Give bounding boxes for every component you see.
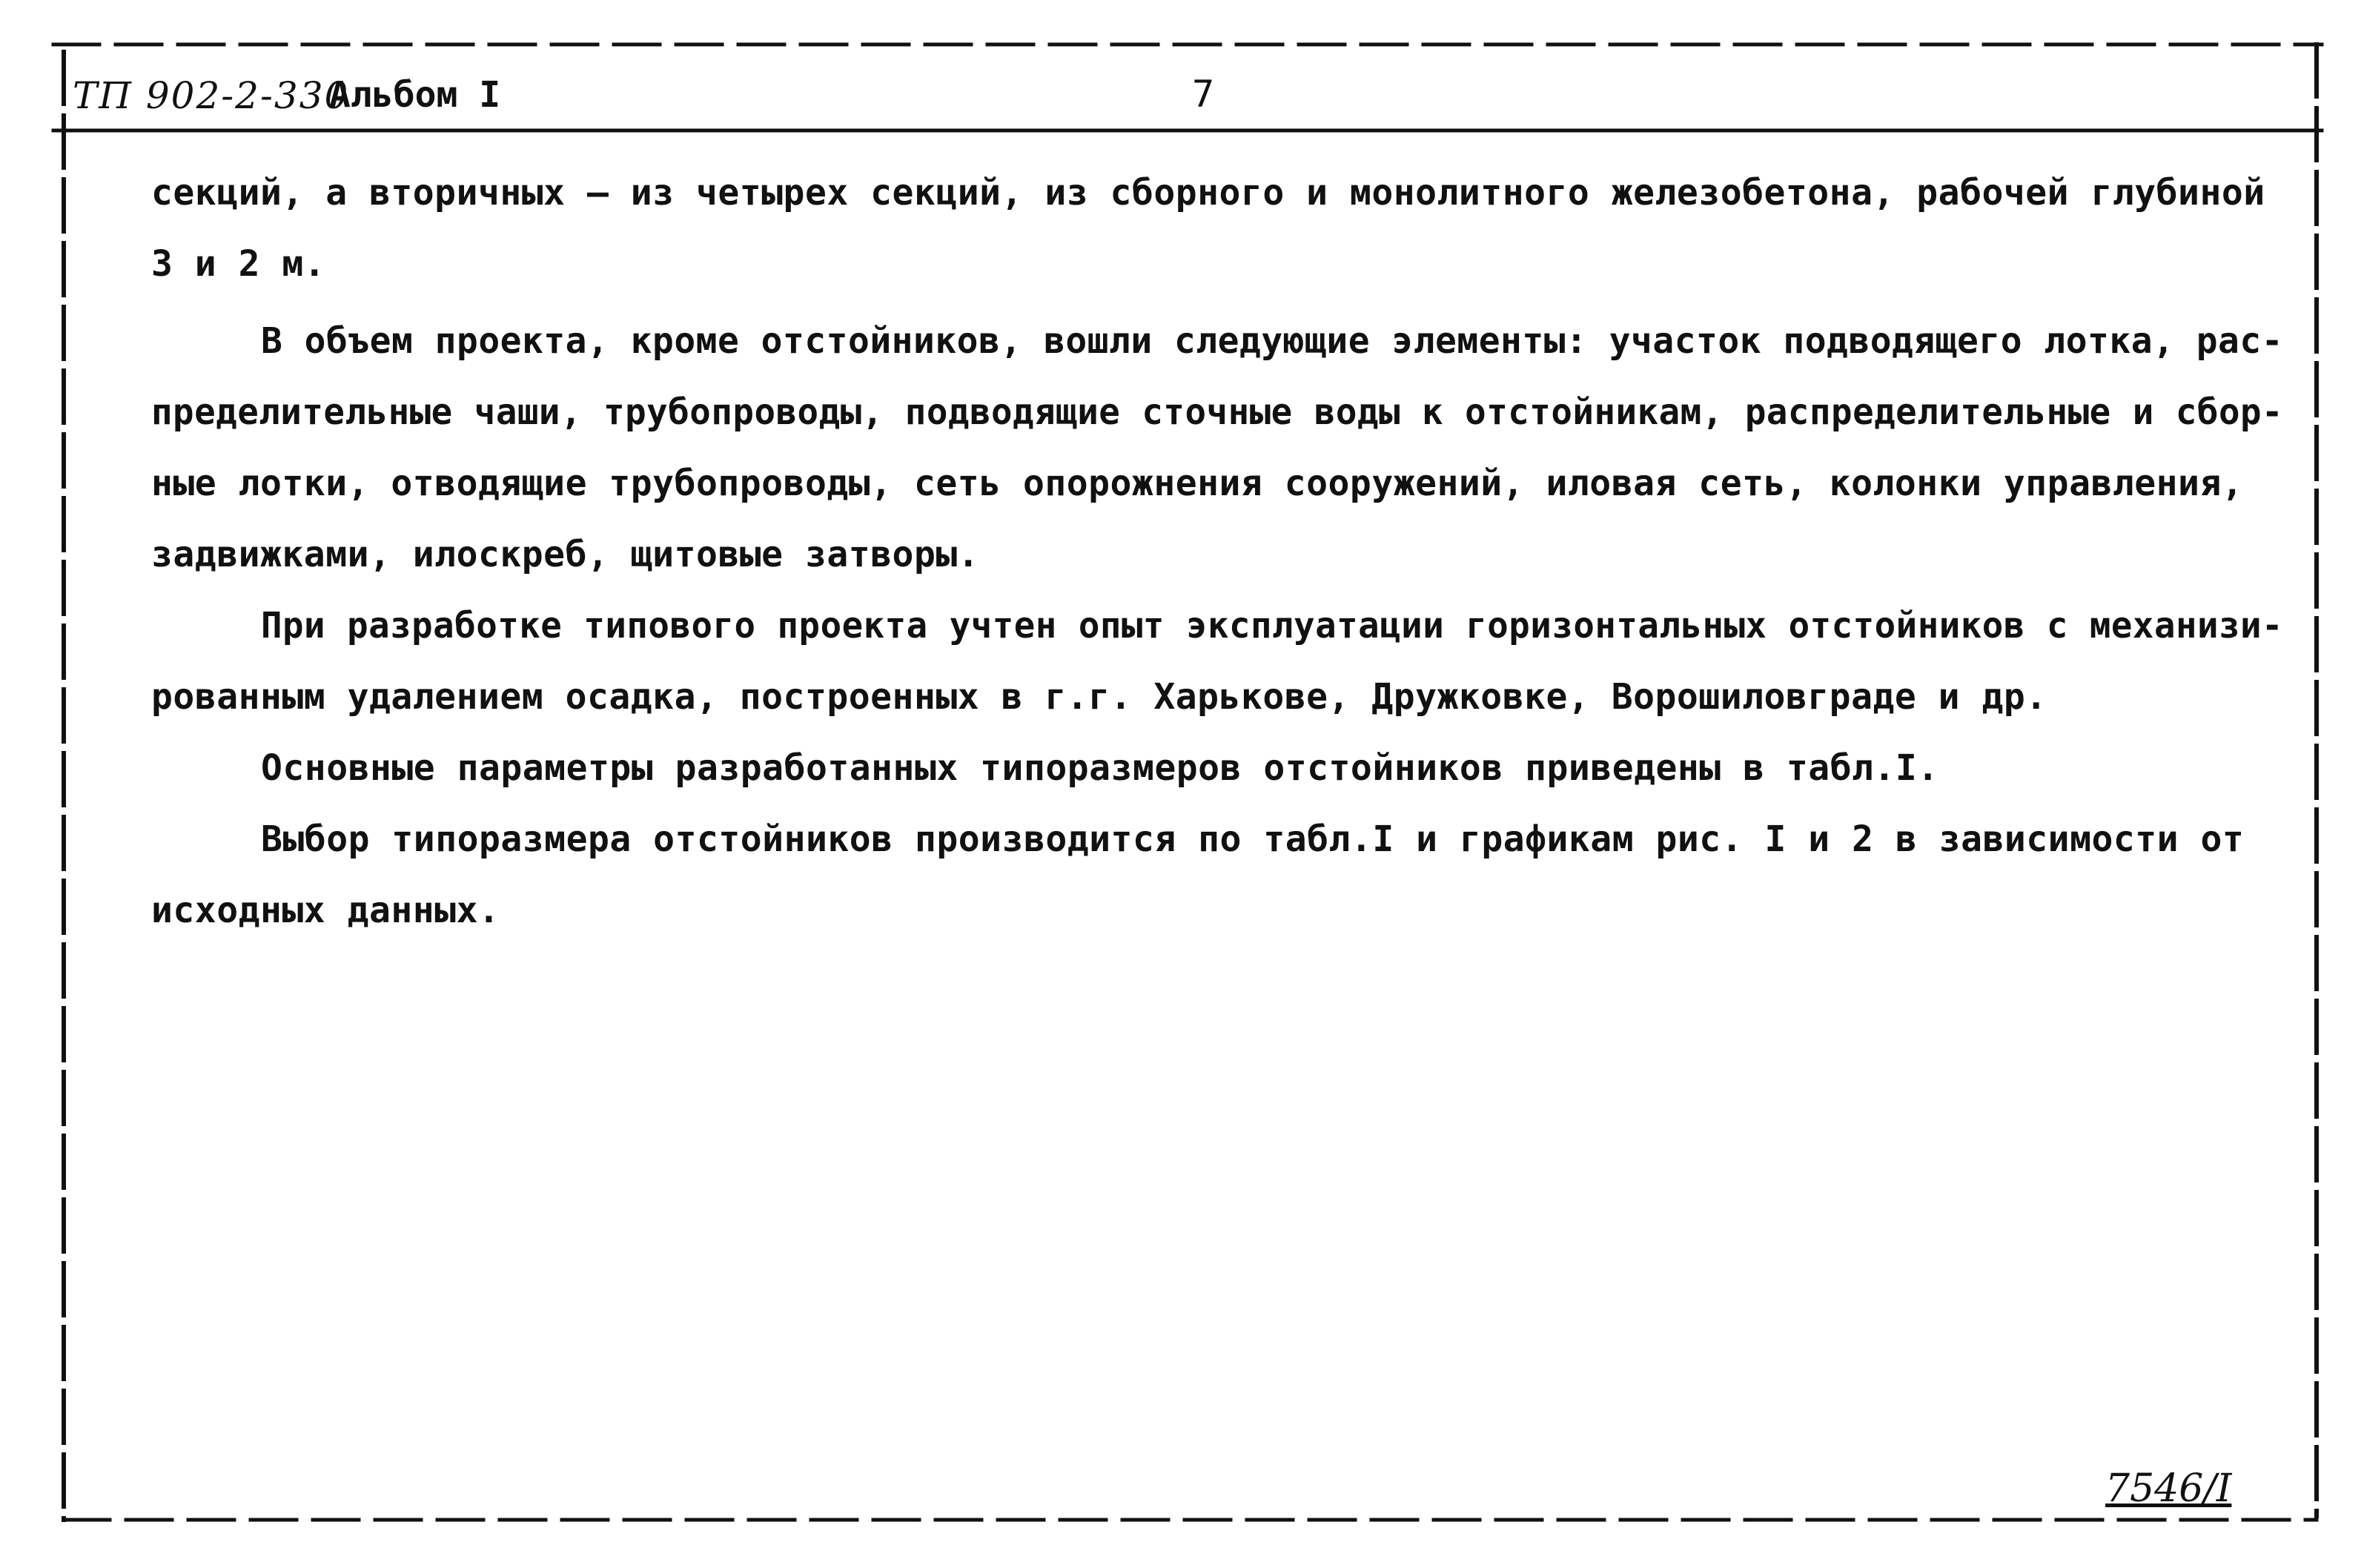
document-code: ТП 902-2-330 — [73, 74, 350, 117]
text-line: Основные параметры разработанных типоразмеров отстойников приведены в табл.I. — [261, 747, 1939, 789]
album-label: Альбом I — [329, 74, 501, 116]
text-line: ные лотки, отводящие трубопроводы, сеть опорожнения сооружений, иловая сеть, колонки управления, — [151, 463, 2244, 504]
page-number: 7 — [1192, 73, 1215, 116]
text-line: Выбор типоразмера отстойников производится по табл.I и графикам рис. I и 2 в зависимости от — [261, 818, 2245, 860]
inventory-stamp: 7546/I — [2105, 1466, 2232, 1511]
text-line: пределительные чаши, трубопроводы, подводящие сточные воды к отстойникам, распределительные и сбор- — [151, 391, 2284, 433]
text-line: В объем проекта, кроме отстойников, вошли следующие элементы: участок подводящего лотка, рас- — [261, 320, 2284, 362]
text-line: 3 и 2 м. — [151, 243, 326, 285]
text-line: задвижками, илоскреб, щитовые затворы. — [151, 534, 980, 575]
text-line: рованным удалением осадка, построенных в г.г. Харькове, Дружковке, Ворошиловграде и др. — [151, 676, 2047, 718]
text-line: При разработке типового проекта учтен опыт эксплуатации горизонтальных отстойников с механизи- — [261, 605, 2284, 646]
text-line: секций, а вторичных – из четырех секций, из сборного и монолитного железобетона, рабочей глубиной — [151, 172, 2265, 214]
text-line: исходных данных. — [151, 890, 500, 931]
